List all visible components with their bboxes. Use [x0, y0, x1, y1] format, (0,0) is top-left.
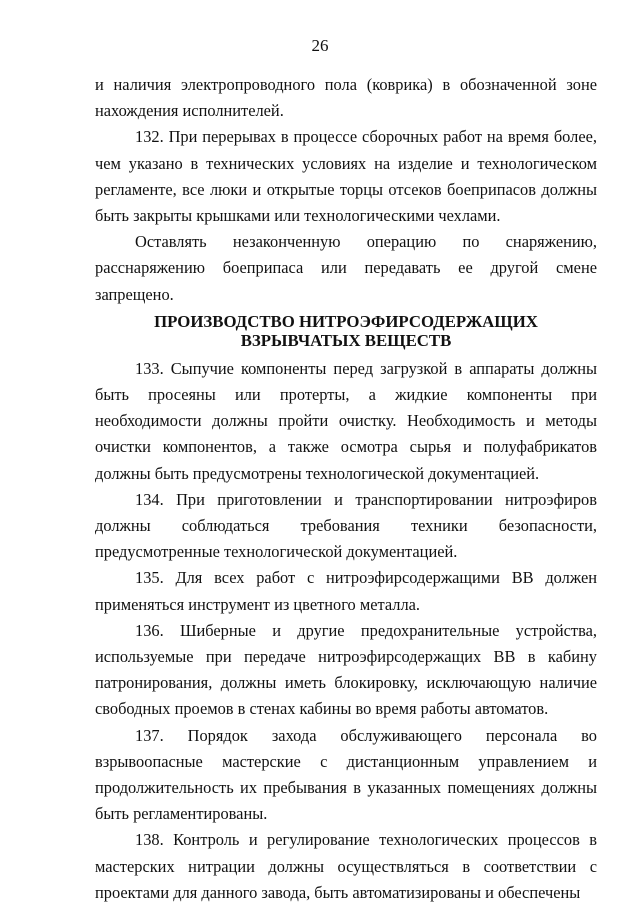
paragraph-135: 135. Для всех работ с нитроэфирсодержащими ВВ должен применяться инструмент из цветного металла. [95, 568, 597, 614]
paragraph-137: 137. Порядок захода обслуживающего персонала во взрывоопасные мастерские с дистанционным управлением и продолжительность их пребывания в указанных помещениях должны быть регламентированы. [95, 725, 597, 824]
paragraph-133: 133. Сыпучие компоненты перед загрузкой в аппараты должны быть просеяны или протерты, а жидкие компоненты при необходимости должны пройти очистку. Необходимость и методы очистки компонентов, а также осмотра сырья и полуфабрикатов должны быть предусмотрены технологической документацией. [95, 358, 597, 483]
paragraph-136: 136. Шиберные и другие предохранительные устройства, используемые при передаче нитроэфирсодержащих ВВ в кабину патронирования, должны иметь блокировку, исключающую наличие свободных проемов в стенах кабины во время работы автоматов. [95, 620, 597, 719]
page-number: 26 [311, 36, 329, 55]
paragraph-138: 138. Контроль и регулирование технологических процессов в мастерских нитрации должны осуществляться в соответствии с проектами для данного завода, быть автоматизированы и обеспечены [95, 830, 597, 902]
paragraph-unfinished-operation: Оставлять незаконченную операцию по снаряжению, расснаряжению боеприпаса или передавать ее другой смене запрещено. [95, 232, 597, 304]
paragraph-132: 132. При перерывах в процессе сборочных работ на время более, чем указано в технических условиях на изделие и технологическом регламенте, все люки и открытые торцы отсеков боеприпасов должны быть закрыты крышками или технологическими чехлами. [95, 127, 597, 226]
document-body [95, 72, 597, 906]
paragraph-continuation: и наличия электропроводного пола (коврика) в обозначенной зоне нахождения исполнителей. [95, 75, 597, 121]
section-heading: ПРОИЗВОДСТВО НИТРОЭФИРСОДЕРЖАЩИХ ВЗРЫВЧАТЫХ ВЕЩЕСТВ [154, 311, 538, 350]
paragraph-134: 134. При приготовлении и транспортировании нитроэфиров должны соблюдаться требования техники безопасности, предусмотренные технологической документацией. [95, 489, 597, 562]
